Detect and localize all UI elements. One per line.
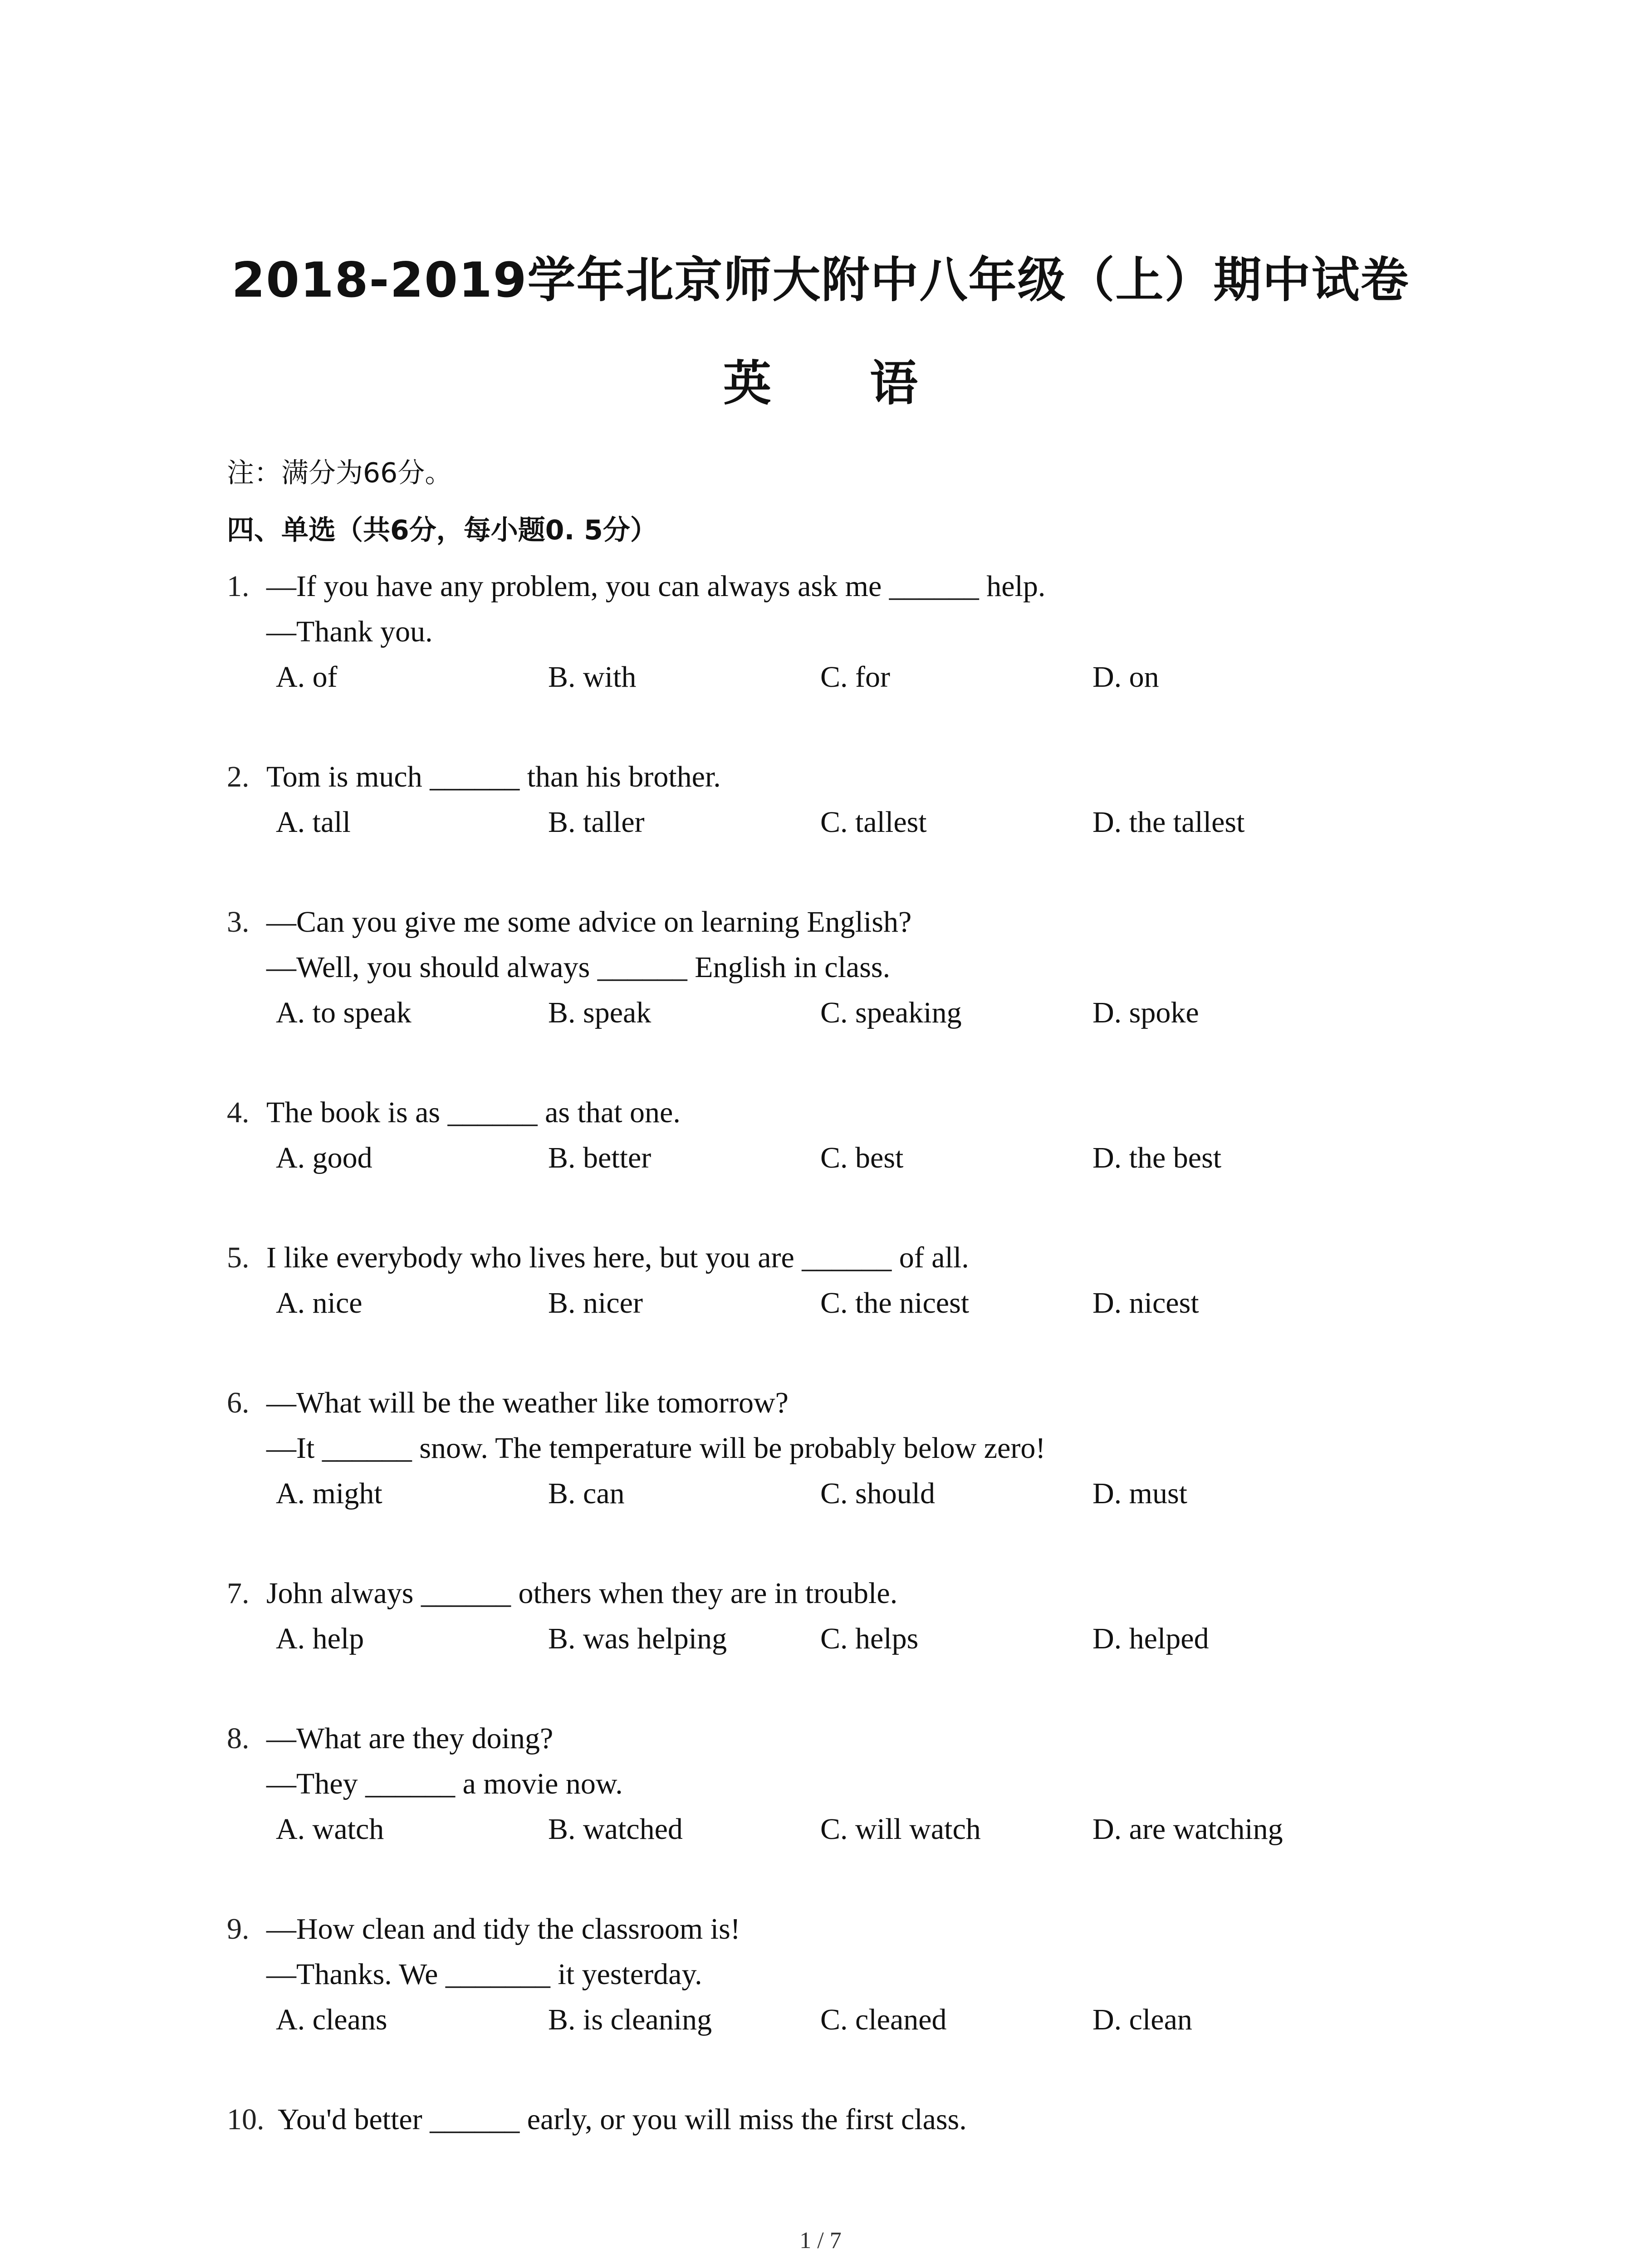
option-c: C. tallest [820,806,927,839]
question-text: —Thank you. [266,615,433,648]
option-c: C. speaking [820,996,962,1029]
option-b: B. was helping [548,1622,727,1655]
option-a: A. of [276,660,338,694]
option-c: C. for [820,660,890,694]
score-note: 注：满分为66分。 [227,457,452,489]
question-number: 8. [227,1722,250,1755]
option-d: D. the best [1092,1141,1222,1174]
question-text: John always ______ others when they are in trouble. [266,1577,898,1610]
option-b: B. can [548,1477,625,1510]
question-text: You'd better ______ early, or you will miss the first class. [278,2103,967,2136]
question-text: —Can you give me some advice on learning English? [266,905,912,938]
option-a: A. to speak [276,996,411,1029]
exam-title: 2018-2019学年北京师大附中八年级（上）期中试卷 [231,252,1410,308]
option-d: D. on [1092,660,1159,694]
question-text: —Thanks. We _______ it yesterday. [266,1958,702,1991]
question-text: I like everybody who lives here, but you are ______ of all. [266,1241,969,1274]
question-number: 5. [227,1241,250,1274]
question-number: 6. [227,1386,250,1419]
option-d: D. clean [1092,2003,1192,2036]
question-text: —They ______ a movie now. [266,1767,623,1800]
section-heading: 四、单选（共6分，每小题0. 5分） [227,514,657,546]
option-d: D. spoke [1092,996,1199,1029]
option-a: A. good [276,1141,372,1174]
option-c: C. the nicest [820,1286,970,1320]
option-b: B. better [548,1141,652,1174]
question-text: —Well, you should always ______ English in class. [266,951,891,984]
option-d: D. nicest [1092,1286,1199,1320]
question-text: —If you have any problem, you can always ask me ______ help. [266,570,1046,603]
question-number: 4. [227,1096,250,1129]
question-text: —How clean and tidy the classroom is! [266,1912,740,1945]
option-a: A. might [276,1477,382,1510]
question-text: —It ______ snow. The temperature will be probably below zero! [266,1432,1046,1465]
question-text: The book is as ______ as that one. [266,1096,681,1129]
option-c: C. best [820,1141,904,1174]
question-number: 9. [227,1912,250,1945]
option-d: D. must [1092,1477,1188,1510]
question-number: 2. [227,760,250,793]
page-number: 1 / 7 [799,2228,842,2253]
option-b: B. taller [548,806,645,839]
option-a: A. tall [276,806,351,839]
question-text: —What are they doing? [266,1722,554,1755]
question-number: 3. [227,905,250,938]
option-b: B. with [548,660,637,694]
option-d: D. are watching [1092,1813,1283,1846]
option-c: C. should [820,1477,936,1510]
option-a: A. cleans [276,2003,387,2036]
subject-title: 英 语 [723,356,959,411]
question-number: 7. [227,1577,250,1610]
option-d: D. helped [1092,1622,1209,1655]
question-text: Tom is much ______ than his brother. [266,760,721,793]
option-b: B. watched [548,1813,683,1846]
option-a: A. help [276,1622,364,1655]
option-a: A. watch [276,1813,384,1846]
option-b: B. speak [548,996,652,1029]
option-d: D. the tallest [1092,806,1245,839]
question-number: 1. [227,570,250,603]
option-c: C. cleaned [820,2003,947,2036]
option-a: A. nice [276,1286,362,1320]
question-number: 10. [227,2103,265,2136]
question-text: —What will be the weather like tomorrow? [266,1386,789,1419]
option-b: B. nicer [548,1286,643,1320]
option-b: B. is cleaning [548,2003,712,2036]
option-c: C. will watch [820,1813,981,1846]
option-c: C. helps [820,1622,919,1655]
